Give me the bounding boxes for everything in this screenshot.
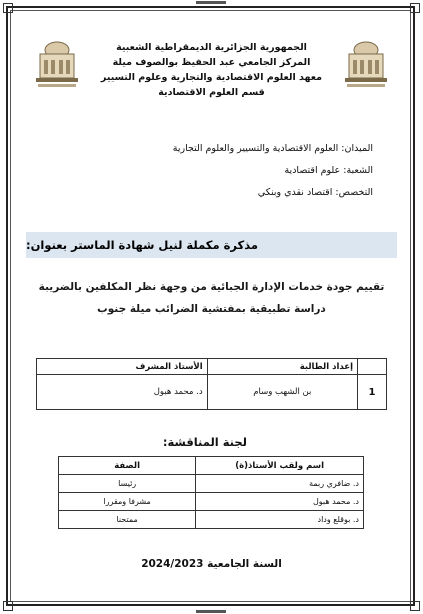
branch-line: الشعبة: علوم اقتصادية: [284, 165, 373, 176]
academic-year: السنة الجامعية 2024/2023: [141, 558, 282, 570]
member-role: رئيسا: [59, 475, 196, 493]
table-header-row: [37, 359, 387, 375]
header-line: معهد العلوم الاقتصادية والتجارية وعلوم التسيير: [100, 72, 323, 83]
domain-line: الميدان: العلوم الاقتصادية والتسيير والعلوم التجارية: [172, 143, 373, 154]
thesis-subtitle-line: دراسة تطبيقية بمفتشية الضرائب ميلة جنوب: [97, 303, 326, 315]
member-name: د. بوقلع وداد: [196, 511, 364, 529]
table-row: [59, 493, 364, 511]
border-ornament: [196, 1, 226, 4]
border-corner: [3, 601, 13, 611]
header-line: المركز الجامعي عبد الحفيظ بوالصوف ميلة: [112, 57, 311, 68]
institution-header: [96, 40, 327, 100]
table-row: [59, 511, 364, 529]
thesis-title-line: تقييم جودة خدمات الإدارة الجبائية من وجهة نظر المكلفين بالضريبة: [38, 281, 385, 293]
table-header-row: [59, 457, 364, 475]
table-header-cell: إعداد الطالبة: [207, 359, 357, 375]
header-line: قسم العلوم الاقتصادية: [158, 87, 265, 98]
member-role: ممتحنا: [59, 511, 196, 529]
table-header-cell: الأستاذ المشرف: [37, 359, 208, 375]
university-logo-right-icon: [339, 36, 393, 92]
university-logo-left-icon: [30, 36, 84, 92]
supervision-table: [36, 358, 387, 410]
table-header-cell: الصفة: [59, 457, 196, 475]
supervisor-name: د. محمد هبول: [37, 375, 208, 410]
memo-title-band: [26, 232, 397, 258]
border-corner: [410, 3, 420, 13]
student-name: بن الشهب وسام: [207, 375, 357, 410]
member-role: مشرفا ومقررا: [59, 493, 196, 511]
member-name: د. ضافري ربمة: [196, 475, 364, 493]
border-corner: [3, 3, 13, 13]
specialty-line: التخصص: اقتصاد نقدي وبنكي: [257, 187, 373, 198]
table-header-cell: اسم ولقب الأستاذ(ة): [196, 457, 364, 475]
table-header-cell: [358, 359, 387, 375]
thesis-title: [30, 276, 393, 320]
border-ornament: [196, 610, 226, 613]
row-number: 1: [358, 375, 387, 410]
committee-table: [58, 456, 364, 529]
table-row: [59, 475, 364, 493]
field-info: [50, 138, 373, 204]
border-corner: [410, 601, 420, 611]
header-line: الجمهورية الجزائرية الديمقراطية الشعبية: [116, 42, 307, 53]
table-row: [37, 375, 387, 410]
committee-label: لجنة المناقشة:: [162, 435, 247, 449]
member-name: د. محمد هبول: [196, 493, 364, 511]
memo-title: مذكرة مكملة لنيل شهادة الماستر بعنوان:: [26, 238, 258, 252]
